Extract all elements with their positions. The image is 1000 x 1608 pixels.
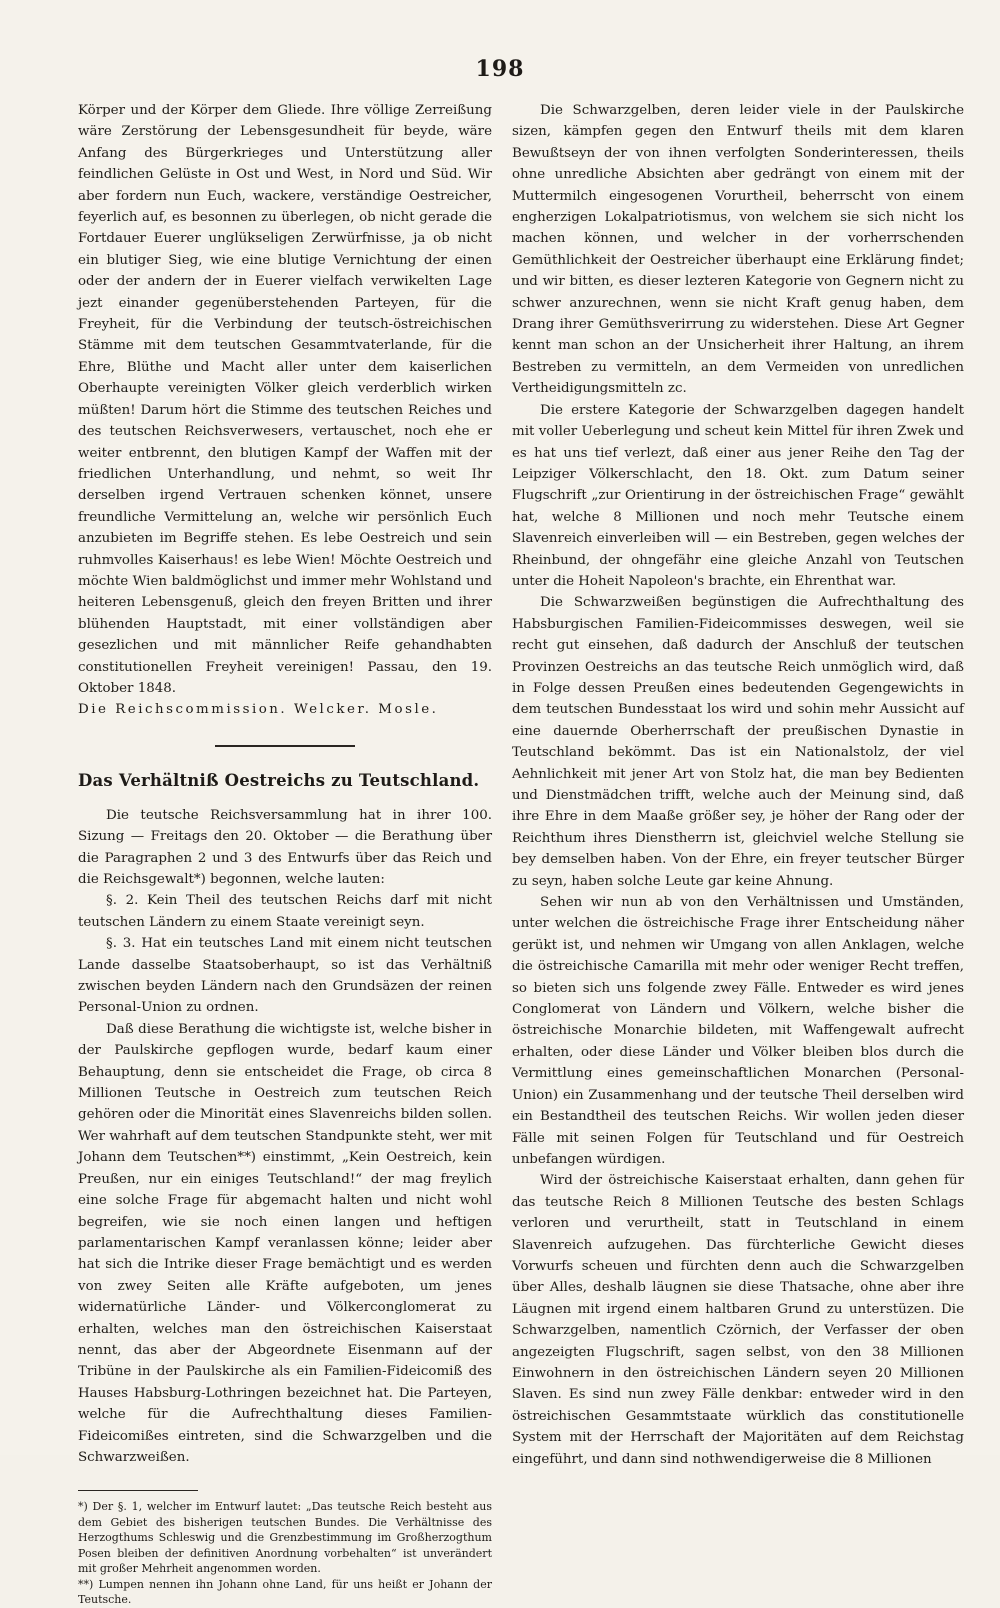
paragraph-section-2: §. 2. Kein Theil des teutschen Reichs darf mit nicht teutschen Ländern zu einem Staate vereinigt seyn. [78,893,492,930]
left-column [78,100,492,1608]
signature-line: Die Reichscommission. Welcker. Mosle. [78,702,439,718]
body-paragraph: Sehen wir nun ab von den Verhältnissen und Umständen, unter welchen die östreichische Frage ihrer Entscheidung näher gerükt ist, und nehmen wir Umgang von allen Anklagen, welche die östreichische Camarilla mit mehr oder weniger Recht treffen, so bieten sich uns folgende zwey Fälle. Entweder es wird jenes Conglomerat von Ländern und Völkern, welche bisher die östreichische Monarchie bildeten, mit Waffengewalt aufrecht erhalten, oder diese Länder und Völker bleiben blos durch die Vermittlung eines gemeinschaftlichen Monarchen (Personal-Union) ein Zusammenhang und der teutsche Theil derselben wird ein Bestandtheil des teutschen Reichs. Wir wollen jeden dieser Fälle mit seinen Folgen für Teutschland und für Oestreich unbefangen würdigen. [512,895,964,1167]
body-paragraph: Die teutsche Reichsversammlung hat in ihrer 100. Sizung — Freitags den 20. Oktober — die Berathung über die Paragraphen 2 und 3 des Entwurfs über das Reich und die Reichsgewalt*) begonnen, welche lauten: [78,807,492,887]
article-heading: Das Verhältniß Oestreichs zu Teutschland. [78,770,480,790]
body-paragraph: Wird der östreichische Kaiserstaat erhalten, dann gehen für das teutsche Reich 8 Millionen Teutsche des besten Schlags verloren und verurtheilt, statt in Teutschland in einem Slavenreich aufzugehen. Das fürchterliche Gewicht dieses Vorwurfs scheuen und fürchten denn auch die Schwarzgelben über Alles, deshalb läugnen sie diese Thatsache, ohne aber ihre Läugnen mit irgend einem haltbaren Grund zu unterstüzen. Die Schwarzgelben, namentlich Czörnich, der Verfasser der oben angezeigten Flugschrift, sagen selbst, von den 38 Millionen Einwohnern in den östreichischen Ländern seyen 20 Millionen Slaven. Es sind nun zwey Fälle denkbar: entweder wird in den östreichischen Gesammtstaate würklich das constitutionelle System mit der Herrschaft der Majoritäten auf dem Reichstag eingeführt, und dann sind nothwendigerweise die 8 Millionen [512,1173,964,1467]
footnote-1: *) Der §. 1, welcher im Entwurf lautet: „Das teutsche Reich besteht aus dem Gebiet des bisherigen teutschen Bundes. Die Verhältnisse des Herzogthums Schleswig und die Grenzbestimmung im Großherzogthum Posen bleiben der definitiven Anordnung vorbehalten“ ist unverändert mit großer Mehrheit angenommen worden. [78,1500,492,1576]
right-column [512,100,964,1470]
page-number: 198 [475,56,525,82]
body-paragraph: Daß diese Berathung die wichtigste ist, welche bisher in der Paulskirche gepflogen wurde, bedarf kaum einer Behauptung, denn sie entscheidet die Frage, ob circa 8 Millionen Teutsche in Oestreich zum teutschen Reich gehören oder die Minorität eines Slavenreichs bilden sollen. Wer wahrhaft auf dem teutschen Standpunkte steht, wer mit Johann dem Teutschen**) einstimmt, „Kein Oestreich, kein Preußen, nur ein einiges Teutschland!“ der mag freylich eine solche Frage für abgemacht halten und nicht wohl begreifen, wie sie noch einen langen und heftigen parlamentarischen Kampf veranlassen könne; leider aber hat sich die Intrike dieser Frage bemächtigt und es werden von zwey Seiten alle Kräfte aufgeboten, um jenes widernatürliche Länder- und Völkerconglomerat zu erhalten, welches man den östreichischen Kaiserstaat nennt, das aber der Abgeordnete Eisenmann auf der Tribüne in der Paulskirche als ein Familien-Fideicomiß des Hauses Habsburg-Lothringen bezeichnet hat. Die Parteyen, welche für die Aufrechthaltung dieses Familien-Fideicomißes eintreten, sind die Schwarzgelben und die Schwarzweißen. [78,1021,492,1465]
footnote-divider [78,1490,198,1491]
body-paragraph: Körper und der Körper dem Gliede. Ihre völlige Zerreißung wäre Zerstörung der Lebensgesundheit für beyde, wäre Anfang des Bürgerkrieges und Unterstützung aller feindlichen Gelüste in Ost und West, in Nord und Süd. Wir aber fordern nun Euch, wackere, verständige Oestreicher, feyerlich auf, es besonnen zu überlegen, ob nicht gerade die Fortdauer Euerer unglükseligen Zerwürfnisse, ja ob nicht ein blutiger Sieg, wie eine blutige Vernichtung der einen oder der andern der in Euerer vielfach verwikelten Lage jezt einander gegenüberstehenden Parteyen, für die Freyheit, für die Verbindung der teutsch-östreichischen Stämme mit dem teutschen Gesammtvaterlande, für die Ehre, Blüthe und Macht aller unter dem kaiserlichen Oberhaupte vereinigten Völker gleich verderblich wirken müßten! Darum hört die Stimme des teutschen Reiches und des teutschen Reichsverwesers, vertauschet, noch ehe er weiter entbrennt, den blutigen Kampf der Waffen mit der friedlichen Unterhandlung, und nehmt, so weit Ihr derselben irgend Vertrauen schenken könnet, unsere freundliche Vermittelung an, welche wir persönlich Euch anzubieten im Begriffe stehen. Es lebe Oestreich und sein ruhmvolles Kaiserhaus! es lebe Wien! Möchte Oestreich und möchte Wien baldmöglichst und immer mehr Wohlstand und heiteren Lebensgenuß, gleich den freyen Britten und ihrer blühenden Hauptstadt, mit einer vollständigen aber gesezlichen und mit männlicher Reife gehandhabten constitutionellen Freyheit vereinigen! Passau, den 19. Oktober 1848. [78,103,492,696]
body-paragraph: Die erstere Kategorie der Schwarzgelben dagegen handelt mit voller Ueberlegung und scheut kein Mittel für ihren Zwek und es hat uns tief verlezt, daß einer aus jener Reihe den Tag der Leipziger Völkerschlacht, den 18. Okt. zum Datum seiner Flugschrift „zur Orientirung in der östreichischen Frage“ gewählt hat, welche 8 Millionen und noch mehr Teutsche einem Slavenreich einverleiben will — ein Bestreben, gegen welches der Rheinbund, der ohngefähr eine gleiche Anzahl von Teutschen unter die Hoheit Napoleon's brachte, ein Ehrenthat war. [512,402,964,589]
footnote-2: **) Lumpen nennen ihn Johann ohne Land, für uns heißt er Johann der Teutsche. [78,1577,492,1607]
body-paragraph: Die Schwarzweißen begünstigen die Aufrechthaltung des Habsburgischen Familien-Fideicommisses deswegen, weil sie recht gut einsehen, daß dadurch der Anschluß der teutschen Provinzen Oestreichs an das teutsche Reich unmöglich wird, daß in Folge dessen Preußen eines bedeutenden Gegengewichts in dem teutschen Bundesstaat los wird und sohin mehr Aussicht auf eine dauernde Oberherrschaft der preußischen Dynastie in Teutschland bekömmt. Das ist ein Nationalstolz, der viel Aehnlichkeit mit jener Art von Stolz hat, die man bey Bedienten und Dienstmädchen trifft, welche auch der Meinung sind, daß ihre Ehre in dem Maaße größer sey, je höher der Rang oder der Reichthum ihres Dienstherrn ist, gleichviel welche Stellung sie bey demselben haben. Von der Ehre, ein freyer teutscher Bürger zu seyn, haben solche Leute gar keine Ahnung. [512,595,964,889]
footnotes [78,1499,492,1608]
body-paragraph: Die Schwarzgelben, deren leider viele in der Paulskirche sizen, kämpfen gegen den Entwurf theils mit dem klaren Bewußtseyn der von ihnen verfolgten Sonderinteressen, theils ohne unredliche Absichten aber gedrängt von einem mit der Muttermilch eingesogenen Vorurtheil, beherrscht von einem engherzigen Lokalpatriotismus, von welchem sie sich nicht los machen können, und welcher in der vorherrschenden Gemüthlichkeit der Oestreicher überhaupt eine Erklärung findet; und wir bitten, es dieser lezteren Kategorie von Gegnern nicht zu schwer anzurechnen, wenn sie nicht Kraft genug haben, dem Drang ihrer Gemüthsverirrung zu widerstehen. Diese Art Gegner kennt man schon an der Unsicherheit ihrer Haltung, an ihrem Bestreben zu vermitteln, an dem Vermeiden von unredlichen Vertheidigungsmitteln zc. [512,103,964,397]
paragraph-section-3: §. 3. Hat ein teutsches Land mit einem nicht teutschen Lande dasselbe Staatsoberhaupt, so ist das Verhältniß zwischen beyden Ländern nach den Grundsäzen der reinen Personal-Union zu ordnen. [78,936,492,1016]
section-divider [215,745,355,747]
